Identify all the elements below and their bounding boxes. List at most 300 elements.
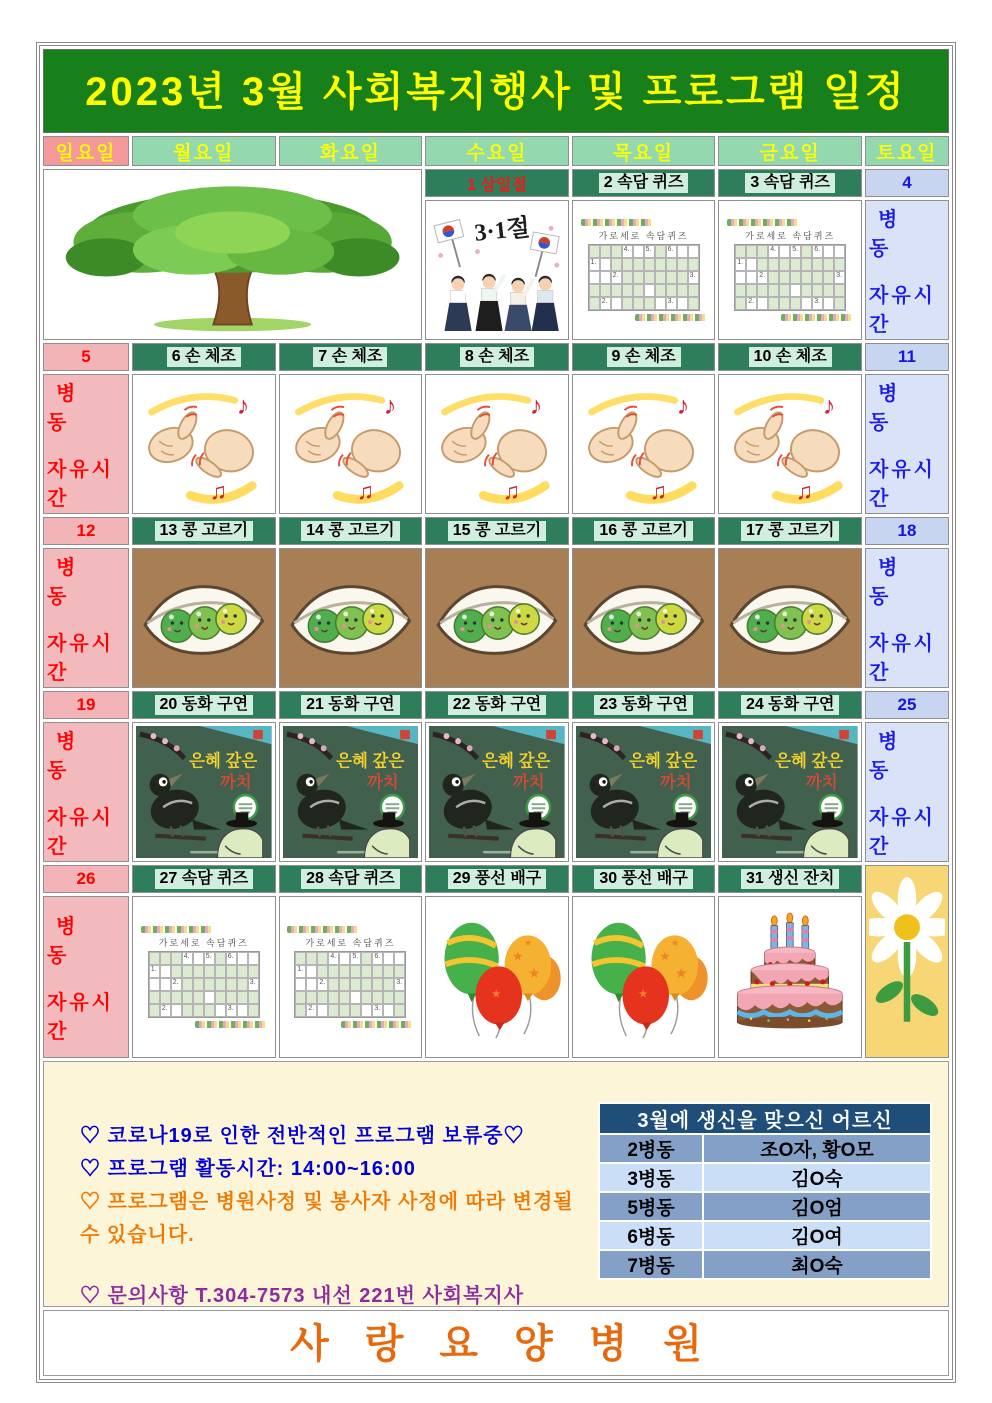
free-time-line1: 병 동 — [47, 557, 85, 608]
crossword-cell — [600, 271, 611, 284]
saturday-flower-cell — [865, 865, 949, 1058]
crossword-cell — [622, 297, 633, 310]
day-29-cell — [425, 896, 569, 1058]
day-13-label — [132, 517, 276, 545]
day-2-cell — [572, 200, 716, 340]
crossword-cell — [735, 245, 746, 258]
crossword-cell — [226, 991, 237, 1004]
day-4-label: 4 — [865, 169, 949, 197]
crossword-cell — [622, 271, 633, 284]
crossword-cell: 2. — [171, 978, 182, 991]
crossword-cell — [768, 297, 779, 310]
day-8-cell — [425, 374, 569, 514]
crossword-cell — [306, 965, 317, 978]
crossword-cell — [350, 978, 361, 991]
crossword-cell: 5. — [204, 952, 215, 965]
crossword-cell: 6. — [812, 245, 823, 258]
crossword-cell — [237, 965, 248, 978]
day-19-label: 19 — [43, 691, 129, 719]
crossword-cell — [306, 978, 317, 991]
crossword-cell — [204, 991, 215, 1004]
crossword-cell — [779, 245, 790, 258]
day-14-title: 14 콩 고르기 — [301, 521, 400, 541]
crossword-cell: 6. — [372, 952, 383, 965]
crossword-cell — [801, 271, 812, 284]
crossword-cell — [339, 1004, 350, 1017]
crossword-cell — [339, 991, 350, 1004]
day-5-label: 5 — [43, 343, 129, 371]
crossword-cell — [171, 965, 182, 978]
crossword-cell — [215, 978, 226, 991]
day-23-label — [572, 691, 716, 719]
crossword-cell — [372, 991, 383, 1004]
svg-text:★: ★ — [527, 965, 542, 982]
storybook-cover — [429, 726, 565, 858]
crossword-cell — [768, 258, 779, 271]
svg-text:★: ★ — [659, 949, 671, 964]
crossword-cell — [328, 965, 339, 978]
crossword-cell — [215, 991, 226, 1004]
crossword-cell — [160, 952, 171, 965]
crossword-cell — [677, 297, 688, 310]
crossword-cell — [677, 271, 688, 284]
crossword-cell — [295, 978, 306, 991]
day-20-label — [132, 691, 276, 719]
crossword-cell — [611, 284, 622, 297]
day-23-title: 23 동화 구연 — [594, 695, 693, 715]
free-time-line2: 자유시간 — [869, 459, 936, 510]
calendar-grid — [43, 136, 949, 1058]
crossword-cell — [834, 284, 845, 297]
birthday-names: 조O자, 황O모 — [703, 1134, 931, 1163]
balloons-illustration — [576, 900, 712, 1054]
crossword-cell — [779, 284, 790, 297]
crossword-cell — [779, 258, 790, 271]
crossword-cell — [677, 284, 688, 297]
crossword-quiz-illustration — [287, 926, 413, 1028]
crossword-cell — [317, 965, 328, 978]
day-5-cell — [43, 374, 129, 514]
day-25-label: 25 — [865, 691, 949, 719]
svg-text:♫: ♫ — [796, 478, 814, 505]
birthday-names: 김O엄 — [703, 1192, 931, 1221]
birthday-names: 김O숙 — [703, 1163, 931, 1192]
birthday-row — [599, 1134, 931, 1163]
crossword-cell — [622, 284, 633, 297]
birthday-cake-illustration — [722, 900, 858, 1054]
poster-title: 2023년 3월 사회복지행사 및 프로그램 일정 — [43, 49, 949, 133]
crossword-cell — [394, 952, 405, 965]
crossword-cell: 2. — [611, 271, 622, 284]
crossword-cell — [171, 991, 182, 1004]
day-15-cell — [425, 548, 569, 688]
crossword-cell — [182, 965, 193, 978]
day-27-title: 27 속담 퀴즈 — [155, 869, 254, 889]
crossword-cell — [823, 245, 834, 258]
peas-illustration — [280, 549, 422, 687]
crossword-cell: 1. — [589, 258, 600, 271]
day-9-title: 9 손 체조 — [607, 347, 681, 367]
crossword-cell — [383, 965, 394, 978]
flower-border-icon — [781, 314, 853, 321]
day-9-label — [572, 343, 716, 371]
day-15-label — [425, 517, 569, 545]
peas-illustration — [573, 549, 715, 687]
crossword-cell — [589, 271, 600, 284]
crossword-cell — [204, 965, 215, 978]
crossword-cell — [226, 965, 237, 978]
peas-illustration — [426, 549, 568, 687]
crossword-cell — [204, 978, 215, 991]
crossword-cell — [790, 297, 801, 310]
svg-text:은혜 갚은: 은혜 갚은 — [482, 751, 551, 771]
day-2-title: 2 속담 퀴즈 — [599, 173, 689, 193]
crossword-cell — [339, 965, 350, 978]
crossword-cell — [317, 952, 328, 965]
day-8-title: 8 손 체조 — [460, 347, 534, 367]
ward-name: 6병동 — [599, 1221, 703, 1250]
crossword-cell — [306, 991, 317, 1004]
day-18-label: 18 — [865, 517, 949, 545]
crossword-cell — [812, 258, 823, 271]
note-line: ♡ 코로나19로 인한 전반적인 프로그램 보류중♡ — [80, 1125, 525, 1147]
day-20-title: 20 동화 구연 — [155, 695, 254, 715]
day-19-cell — [43, 722, 129, 862]
free-time-line1: 병 동 — [869, 383, 907, 434]
flower-border-icon — [581, 219, 653, 226]
crossword-cell — [160, 978, 171, 991]
crossword-cell — [812, 271, 823, 284]
crossword-cell — [193, 952, 204, 965]
svg-text:★: ★ — [670, 938, 680, 950]
svg-text:까치: 까치 — [366, 772, 399, 793]
day-header-1: 일요일 — [43, 136, 129, 166]
crossword-cell — [215, 952, 226, 965]
free-time-line1: 병 동 — [869, 557, 907, 608]
svg-text:♪: ♪ — [383, 391, 396, 420]
hand-exercise-illustration — [576, 378, 712, 510]
day-16-cell — [572, 548, 716, 688]
day-10-label — [718, 343, 862, 371]
crossword-cell — [237, 1004, 248, 1017]
svg-text:까치: 까치 — [219, 772, 252, 793]
crossword-cell — [339, 952, 350, 965]
crossword-quiz-illustration — [581, 219, 707, 321]
crossword-cell — [600, 245, 611, 258]
crossword-cell — [757, 245, 768, 258]
crossword-cell — [644, 258, 655, 271]
storybook-cover — [576, 726, 712, 858]
day-17-label — [718, 517, 862, 545]
flower-border-icon — [287, 926, 359, 933]
crossword-cell — [350, 965, 361, 978]
day-header-7: 토요일 — [865, 136, 949, 166]
day-22-title: 22 동화 구연 — [448, 695, 547, 715]
storybook-cover — [136, 726, 272, 858]
crossword-title: 가로세로 속담퀴즈 — [158, 938, 249, 948]
crossword-cell — [768, 271, 779, 284]
day-3-title: 3 속담 퀴즈 — [745, 173, 835, 193]
notes-section — [43, 1061, 949, 1307]
crossword-cell — [801, 284, 812, 297]
note-line: ♡ 문의사항 T.304-7573 내선 221번 사회복지사 — [80, 1285, 525, 1307]
tree-illustration — [47, 173, 418, 336]
svg-text:♪: ♪ — [236, 391, 250, 420]
crossword-cell — [823, 271, 834, 284]
crossword-cell — [688, 284, 699, 297]
svg-text:까치: 까치 — [659, 772, 692, 793]
day-header-5: 목요일 — [572, 136, 716, 166]
day-7-label — [279, 343, 423, 371]
crossword-cell — [790, 271, 801, 284]
day-8-label — [425, 343, 569, 371]
crossword-cell: 4. — [328, 952, 339, 965]
svg-text:★: ★ — [512, 949, 524, 964]
crossword-cell — [746, 271, 757, 284]
crossword-cell — [746, 258, 757, 271]
day-12-cell — [43, 548, 129, 688]
crossword-cell — [361, 952, 372, 965]
crossword-title: 가로세로 속담퀴즈 — [598, 231, 689, 241]
svg-text:★: ★ — [674, 965, 688, 982]
free-time-line1: 병 동 — [47, 383, 85, 434]
crossword-cell: 2. — [317, 978, 328, 991]
crossword-cell — [361, 1004, 372, 1017]
crossword-cell — [655, 271, 666, 284]
crossword-cell — [757, 297, 768, 310]
crossword-cell — [160, 965, 171, 978]
crossword-cell — [372, 978, 383, 991]
crossword-cell — [383, 991, 394, 1004]
svg-text:3·1절: 3·1절 — [473, 214, 532, 247]
svg-text:★: ★ — [524, 938, 533, 950]
free-time-line2: 자유시간 — [47, 807, 114, 858]
crossword-cell — [633, 297, 644, 310]
crossword-cell — [237, 991, 248, 1004]
day-3-label — [718, 169, 862, 197]
day-26-cell — [43, 896, 129, 1058]
ward-name: 2병동 — [599, 1134, 703, 1163]
calendar-merged-image-cell — [43, 169, 422, 340]
crossword-cell: 3. — [688, 271, 699, 284]
day-1-label: 1 삼일절 — [425, 169, 569, 197]
svg-text:★: ★ — [637, 987, 649, 1001]
day-header-3: 화요일 — [279, 136, 423, 166]
day-1-cell — [425, 200, 569, 340]
crossword-cell — [149, 952, 160, 965]
free-time-line1: 병 동 — [47, 916, 85, 967]
crossword-cell: 1. — [149, 965, 160, 978]
crossword-cell — [633, 258, 644, 271]
crossword-cell — [823, 258, 834, 271]
day-31-label — [718, 865, 862, 893]
crossword-cell — [350, 991, 361, 1004]
day-4-cell — [865, 200, 949, 340]
svg-text:★: ★ — [491, 987, 502, 1001]
crossword-cell — [215, 965, 226, 978]
crossword-cell — [823, 297, 834, 310]
crossword-cell — [735, 284, 746, 297]
crossword-cell — [361, 965, 372, 978]
crossword-cell — [600, 284, 611, 297]
day-28-label — [279, 865, 423, 893]
day-21-cell — [279, 722, 423, 862]
crossword-cell — [633, 284, 644, 297]
crossword-cell — [633, 245, 644, 258]
day-25-cell — [865, 722, 949, 862]
note-line: ♡ 프로그램은 병원사정 및 봉사자 사정에 따라 변경될 수 있습니다. — [80, 1191, 574, 1246]
crossword-cell — [317, 1004, 328, 1017]
crossword-cell — [688, 297, 699, 310]
hand-exercise-illustration — [429, 378, 565, 510]
day-27-cell — [132, 896, 276, 1058]
birthday-table-title: 3월에 생신을 맞으신 어르신 — [599, 1103, 931, 1134]
crossword-cell: 3. — [394, 978, 405, 991]
day-header-2: 월요일 — [132, 136, 276, 166]
crossword-cell — [361, 991, 372, 1004]
crossword-cell — [182, 1004, 193, 1017]
crossword-cell: 3. — [372, 1004, 383, 1017]
crossword-cell: 4. — [182, 952, 193, 965]
flower-border-icon — [341, 1021, 413, 1028]
crossword-cell — [812, 284, 823, 297]
crossword-cell — [655, 245, 666, 258]
crossword-cell — [666, 284, 677, 297]
ward-name: 3병동 — [599, 1163, 703, 1192]
crossword-cell — [237, 978, 248, 991]
day-11-label: 11 — [865, 343, 949, 371]
crossword-cell — [328, 978, 339, 991]
crossword-cell — [193, 1004, 204, 1017]
free-time-line1: 병 동 — [869, 731, 907, 782]
crossword-cell — [248, 965, 259, 978]
svg-text:은혜 갚은: 은혜 갚은 — [628, 751, 698, 771]
crossword-cell — [149, 1004, 160, 1017]
free-time-line2: 자유시간 — [47, 633, 114, 684]
crossword-cell — [383, 978, 394, 991]
crossword-cell — [688, 258, 699, 271]
crossword-cell — [193, 965, 204, 978]
crossword-cell — [666, 271, 677, 284]
birthday-row — [599, 1250, 931, 1279]
poster-frame — [36, 42, 956, 1383]
day-30-label — [572, 865, 716, 893]
crossword-cell — [160, 991, 171, 1004]
day-22-cell — [425, 722, 569, 862]
balloons-illustration — [429, 900, 565, 1054]
crossword-cell — [361, 978, 372, 991]
crossword-cell — [204, 1004, 215, 1017]
free-time-line1: 병 동 — [869, 209, 907, 260]
day-13-title: 13 콩 고르기 — [155, 521, 254, 541]
crossword-cell — [306, 952, 317, 965]
crossword-cell: 2. — [600, 297, 611, 310]
day-10-title: 10 손 체조 — [749, 347, 832, 367]
crossword-cell — [600, 258, 611, 271]
crossword-cell — [328, 1004, 339, 1017]
crossword-cell: 1. — [735, 258, 746, 271]
crossword-cell — [666, 258, 677, 271]
crossword-cell — [394, 991, 405, 1004]
crossword-cell — [237, 952, 248, 965]
crossword-cell — [295, 1004, 306, 1017]
crossword-cell: 3. — [226, 1004, 237, 1017]
storybook-cover — [722, 726, 858, 858]
crossword-cell — [248, 991, 259, 1004]
day-26-label: 26 — [43, 865, 129, 893]
crossword-cell — [768, 284, 779, 297]
crossword-cell — [633, 271, 644, 284]
day-16-label — [572, 517, 716, 545]
crossword-cell — [394, 1004, 405, 1017]
crossword-cell — [757, 284, 768, 297]
day-12-label: 12 — [43, 517, 129, 545]
crossword-cell — [790, 258, 801, 271]
day-header-4: 수요일 — [425, 136, 569, 166]
day-24-cell — [718, 722, 862, 862]
crossword-grid — [588, 244, 700, 311]
birthday-table — [598, 1102, 932, 1280]
day-22-label — [425, 691, 569, 719]
svg-text:♫: ♫ — [649, 478, 667, 505]
day-29-label — [425, 865, 569, 893]
crossword-cell — [248, 1004, 259, 1017]
samiljeol-illustration — [429, 204, 565, 336]
day-11-cell — [865, 374, 949, 514]
day-6-title: 6 손 체조 — [167, 347, 241, 367]
crossword-cell — [801, 258, 812, 271]
crossword-cell: 5. — [644, 245, 655, 258]
crossword-cell — [339, 978, 350, 991]
day-15-title: 15 콩 고르기 — [448, 521, 547, 541]
birthday-table-area — [598, 1062, 948, 1306]
crossword-cell — [746, 284, 757, 297]
svg-text:♪: ♪ — [676, 391, 690, 420]
crossword-cell — [171, 952, 182, 965]
crossword-cell — [834, 297, 845, 310]
day-28-title: 28 속담 퀴즈 — [301, 869, 400, 889]
day-27-label — [132, 865, 276, 893]
crossword-cell — [372, 965, 383, 978]
flower-border-icon — [195, 1021, 267, 1028]
day-30-cell — [572, 896, 716, 1058]
day-31-title: 31 생신 잔치 — [741, 869, 840, 889]
day-23-cell — [572, 722, 716, 862]
crossword-cell: 2. — [160, 1004, 171, 1017]
flower-border-icon — [635, 314, 707, 321]
day-14-cell — [279, 548, 423, 688]
crossword-cell — [655, 284, 666, 297]
crossword-cell — [735, 297, 746, 310]
day-30-title: 30 풍선 배구 — [594, 869, 693, 889]
crossword-cell — [823, 284, 834, 297]
crossword-cell — [226, 978, 237, 991]
note-line: ♡ 프로그램 활동시간: 14:00~16:00 — [80, 1158, 416, 1180]
crossword-cell — [611, 258, 622, 271]
birthday-row — [599, 1192, 931, 1221]
crossword-cell — [790, 284, 801, 297]
day-20-cell — [132, 722, 276, 862]
svg-text:♫: ♫ — [502, 478, 521, 505]
crossword-cell — [834, 258, 845, 271]
crossword-cell — [834, 245, 845, 258]
crossword-cell — [295, 952, 306, 965]
hand-exercise-illustration — [136, 378, 272, 510]
free-time-line2: 자유시간 — [869, 633, 936, 684]
day-24-label — [718, 691, 862, 719]
day-13-cell — [132, 548, 276, 688]
crossword-cell — [149, 991, 160, 1004]
